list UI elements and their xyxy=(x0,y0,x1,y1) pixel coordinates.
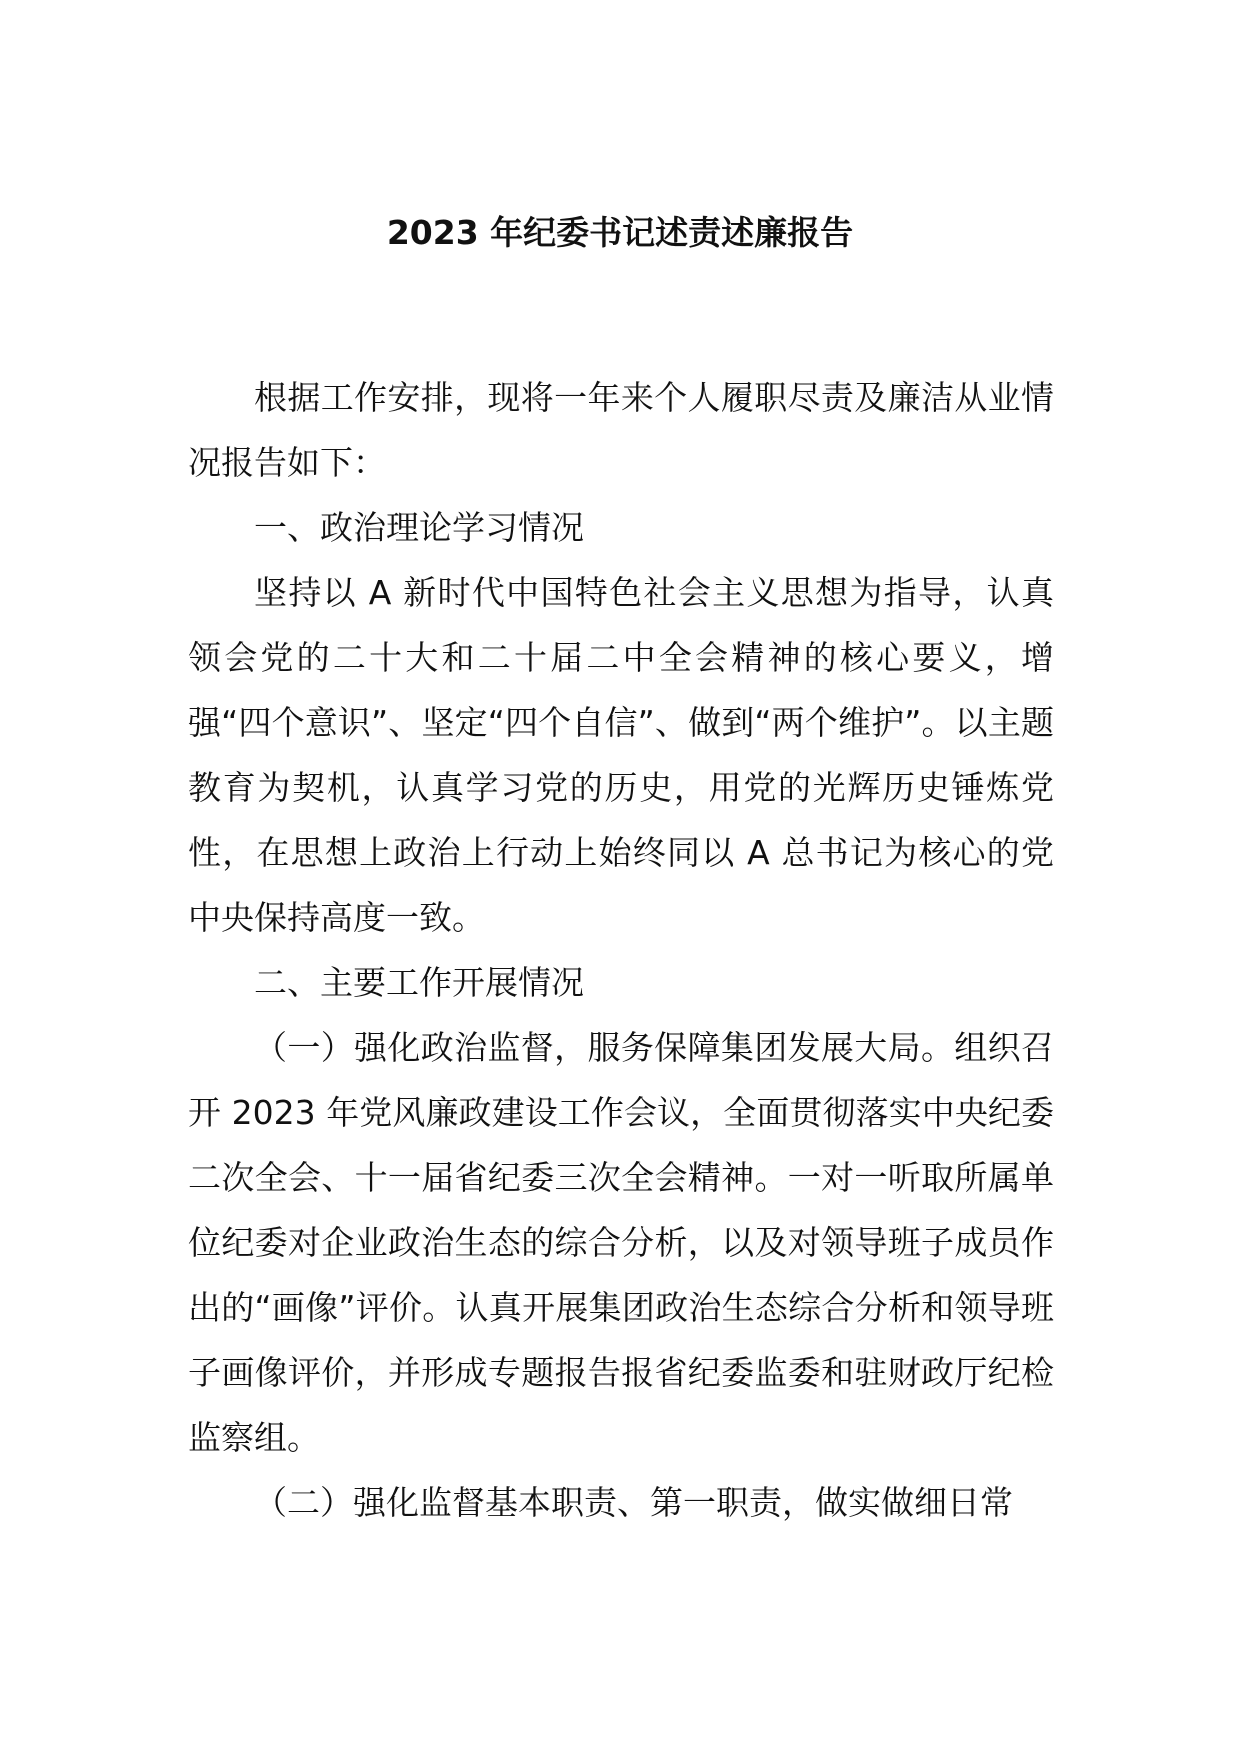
section-heading-1: 一、政治理论学习情况 xyxy=(254,508,584,547)
paragraph-item-2: （二）强化监督基本职责、第一职责，做实做细日常 xyxy=(254,1483,1013,1522)
paragraph-political-study: 坚持以 A 新时代中国特色社会主义思想为指导，认真领会党的二十大和二十届二中全会精神的核心要义，增强“四个意识”、坚定“四个自信”、做到“两个维护”。以主题教育为契机，认真学习党的历史，用党的光辉历史锤炼党性，在思想上政治上行动上始终同以 A 总书记为核心的党中央保持高度一致。 xyxy=(188,573,1054,937)
paragraph-item-1: （一）强化政治监督，服务保障集团发展大局。组织召开 2023 年党风廉政建设工作会议，全面贯彻落实中央纪委二次全会、十一届省纪委三次全会精神。一对一听取所属单位纪委对企业政治生态的综合分析，以及对领导班子成员作出的“画像”评价。认真开展集团政治生态综合分析和领导班子画像评价，并形成专题报告报省纪委监委和驻财政厅纪检监察组。 xyxy=(188,1028,1054,1457)
document-body xyxy=(188,365,1054,1535)
section-heading-2: 二、主要工作开展情况 xyxy=(254,963,584,1002)
paragraph-intro: 根据工作安排，现将一年来个人履职尽责及廉洁从业情况报告如下： xyxy=(188,378,1054,482)
document-title: 2023 年纪委书记述责述廉报告 xyxy=(386,213,854,252)
